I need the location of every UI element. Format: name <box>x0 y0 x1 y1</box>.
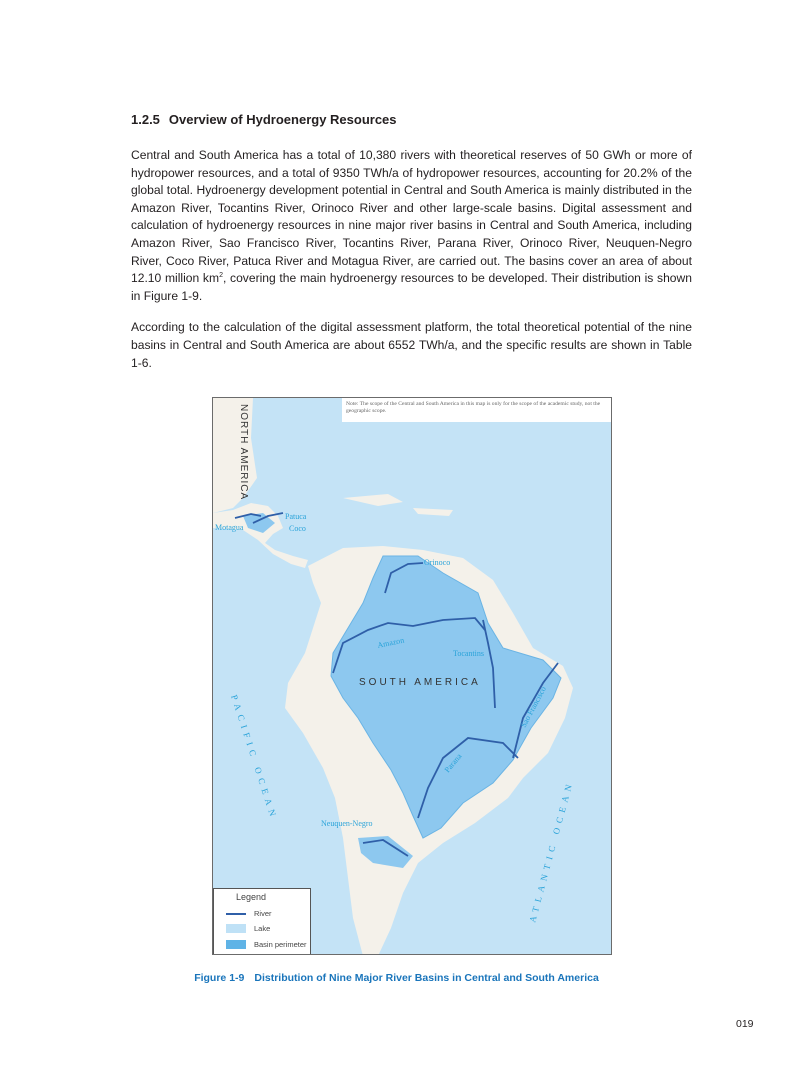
label-amazon: Amazon <box>376 635 405 650</box>
basin-swatch <box>226 940 246 949</box>
paragraph-1-text: Central and South America has a total of 10,380 rivers with theoretical reserves of 50 GWh or more of hydropower resources, and a total of 9350 TWh/a of hydropower resources, accounting for 20.2% of the global total. Hydroenergy development potential in Central and South America is mainly distributed in the Amazon River, Tocantins River, Orinoco River and other large-scale basins. Digital assessment and calculation of hydroenergy resources in nine major river basins in Central and South America, including Amazon River, Sao Francisco River, Tocantins River, Parana River, Orinoco River, Neuquen-Negro River, Coco River, Patuca River and Motagua River, are carried out. The basins cover an area of about 12.10 million km <box>131 148 692 286</box>
legend-item-basin <box>226 940 307 949</box>
paragraph-1 <box>131 147 692 305</box>
map-legend <box>213 888 311 955</box>
map-graphic <box>213 398 612 955</box>
label-pacific-ocean: PACIFIC OCEAN <box>229 693 280 823</box>
section-title: Overview of Hydroenergy Resources <box>168 112 397 127</box>
section-heading <box>131 112 692 128</box>
label-tocantins: Tocantins <box>453 649 484 658</box>
label-south-america: SOUTH AMERICA <box>359 677 481 688</box>
label-patuca: Patuca <box>285 512 307 521</box>
superscript: 2 <box>219 272 223 280</box>
north-america-land <box>213 398 257 513</box>
label-orinoco: Orinoco <box>424 558 451 567</box>
legend-item-river <box>226 909 272 918</box>
river-basin-map <box>212 397 612 955</box>
paragraph-1-text-end: , covering the main hydroenergy resources to be developed. Their distribution is shown in Figure 1-9. <box>131 271 692 303</box>
label-atlantic-ocean: ATLANTIC OCEAN <box>527 778 576 924</box>
legend-item-lake <box>226 924 270 933</box>
section-number: 1.2.5 <box>131 112 160 127</box>
text-column <box>131 112 692 386</box>
label-north-america: NORTH AMERICA <box>238 404 249 501</box>
label-sao-francisco: Sao Francisco <box>518 684 548 729</box>
label-coco: Coco <box>289 524 306 533</box>
label-neuquen-negro: Neuquen-Negro <box>321 819 373 828</box>
label-motagua: Motagua <box>215 523 244 532</box>
page-number: 019 <box>736 1018 754 1030</box>
river-swatch <box>226 913 246 915</box>
figure-number: Figure 1-9 <box>194 972 245 984</box>
paragraph-2: According to the calculation of the digital assessment platform, the total theoretical potential of the nine basins in Central and South America are about 6552 TWh/a, and the specific results are shown in Table 1-6. <box>131 320 692 370</box>
figure-title: Distribution of Nine Major River Basins in Central and South America <box>254 972 599 984</box>
lake-swatch <box>226 924 246 933</box>
label-parana: Parana <box>442 751 464 775</box>
caribbean-islands <box>343 494 453 516</box>
figure-caption <box>0 972 793 984</box>
legend-label: Lake <box>254 924 271 933</box>
legend-label: River <box>254 909 272 918</box>
map-note: Note: The scope of the Central and South America in this map is only for the scope of the academic study, not the geographic scope. <box>342 398 612 422</box>
legend-title: Legend <box>236 892 267 902</box>
legend-label: Basin perimeter <box>254 940 307 949</box>
